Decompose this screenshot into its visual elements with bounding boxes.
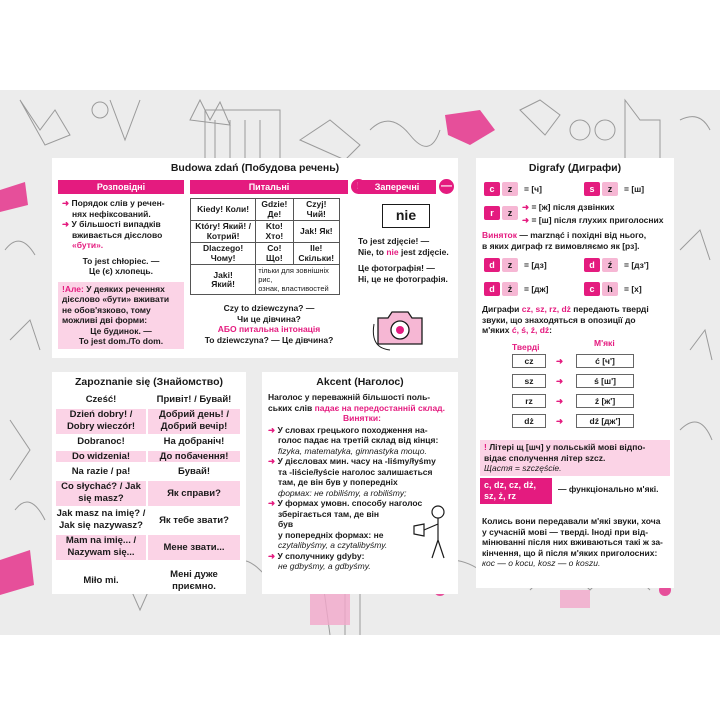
arrow-icon: ➜ (522, 202, 532, 212)
arrow-icon: ➜ (556, 376, 564, 386)
letter-piece: c (484, 182, 500, 196)
panel-title: Akcent (Наголос) (316, 376, 404, 388)
arrow-icon: ➜ (268, 498, 278, 508)
arrow-icon: ➜ (556, 396, 564, 406)
table-row: Dlaczego! Чому! Co! Що! Ile! Скільки! (191, 243, 340, 265)
soft-consonant: dź [дж'] (576, 414, 634, 428)
table-row: Kiedy! Коли! Gdzie! Де! Czyj! Чий! (191, 199, 340, 221)
soft-consonant: ś [ш'] (576, 374, 634, 388)
soft-consonant: ź [ж'] (576, 394, 634, 408)
list-item: Na razie / pa! Бувай! (71, 466, 210, 477)
table-row: Który! Який! / Котрий! Kto! Хто! Jak! Як! (191, 221, 340, 243)
header-rozpovidni: Розповідні (58, 180, 184, 194)
letter-piece: z (502, 182, 518, 196)
panel-digrafy: Digrafy (Диграфи) c z = [ч] s z = [ш] r z ➜ = [ж] після дзвінких ➜ = [ш] після глухих приголосних Виняток — marznąć і похідні від нього, в яких диграф rz вимовляємо як [рз]. d z = [дз] d ź = [дз'] d ż = [дж] c h = [х] Диграфи cz, sz, rz, dż передають тверді звуки, що знаходяться в опозиції до м'яких ć, ś, ź, dź: Тверді М'які cz ➜ ć [ч'] sz ➜ ś [ш'] rz ➜ ź [ж'] dż ➜ dź [дж'] ! Літері щ [шч] у польській мові відпо- відає сполучення літер szcz. Щастя = szczęście. c, dz, cz, dż, sz, ż, rz — функціонально м'які. Колись вони передавали м'які звуки, хоча у сучасній мові — тверді. Іноді при від- мінюванні після них вживаються такі ж за- кінчення, що й після м'яких приголосних: кос — o kocu, kosz — o koszu. (476, 158, 674, 588)
letter-piece: h (602, 282, 618, 296)
letter-piece: d (484, 258, 500, 272)
letter-piece: ż (502, 282, 518, 296)
letter-piece: c (584, 282, 600, 296)
panel-akcent: Akcent (Наголос) Наголос у переважній більшості поль- ських слів падає на передостанній склад. Винятки: ➜ У словах грецького походження на- голос падає на третій склад від кінця: fizyka, matematyka, gimnastyka тощо. ➜ У дієсловах мин. часу на -liśmy/łyśmy та -liście/łyście наголос залишається там, де він був у попередніх формах: не robiliśmy, а robiliśmy; ➜ У формах умовн. способу наголос зберігається там, де він був у попередніх формах: не czytalibyśmy, а czytalibyśmy. ➜ У сполучнику gdyby: не gdbyśmy, а gdbyśmy. (262, 372, 458, 594)
megaphone-person-icon (412, 504, 452, 560)
list-item: Cześć! Привіт! / Бувай! (85, 394, 232, 405)
header-zaperechni: Заперечні — (358, 180, 436, 194)
list-item: Do widzenia! До побачення! (56, 451, 240, 464)
letter-piece: s (584, 182, 600, 196)
note-ale: !Але: У деяких реченнях дієслово «бути» вживати не обов'язково, тому можливі дві форми: Це будинок. — To jest dom./To dom. (58, 282, 184, 349)
list-item: Co słychać? / Jak się masz? Як справи? (56, 481, 240, 506)
soft-consonant: ć [ч'] (576, 354, 634, 368)
soft-digraphs-box: c, dz, cz, dż, sz, ż, rz (480, 478, 552, 504)
panel-title: Budowa zdań (Побудова речень) (170, 162, 340, 174)
hard-consonant: sz (512, 374, 546, 388)
letter-piece: z (502, 206, 518, 220)
arrow-icon: ➜ (556, 356, 564, 366)
panel-zapoznanie-tail (52, 568, 246, 594)
arrow-icon: ➜ (268, 424, 278, 435)
hard-consonant: cz (512, 354, 546, 368)
list-item: Jak masz na imię? / Jak się nazywasz? Як тебе звати? (56, 508, 229, 531)
arrow-icon: ➜ (268, 456, 278, 466)
question-words-table (190, 198, 340, 295)
nie-box: nie (382, 204, 430, 228)
hard-consonant: rz (512, 394, 546, 408)
worksheet (0, 90, 720, 635)
arrow-icon: ➜ (268, 550, 278, 561)
panel-title: Zapoznanie się (Знайомство) (74, 376, 223, 388)
arrow-icon: ➜ (62, 219, 72, 229)
note-shch: ! Літері щ [шч] у польській мові відпо- відає сполучення літер szcz. Щастя = szczęście. (480, 440, 670, 476)
letter-piece: ź (602, 258, 618, 272)
list-item: Mam na imię... / Nazywam się... Мене звати... (56, 535, 240, 560)
column-rozpovidni: Розповідні ➜ Порядок слів у речен- нях нефіксований. ➜ У більшості випадків вживається дієслово «бути». To jest chłopiec. — Це (є) хлопець. !Але: У деяких реченнях дієслово «бути» вживати не обов'язково, тому можливі дві форми: Це будинок. — To jest dom./To dom. (58, 180, 184, 349)
list-item: Dzień dobry! / Dobry wieczór! Добрий день! / Добрий вечір! (56, 409, 240, 434)
arrow-icon: ➜ (522, 215, 532, 225)
arrow-icon: ➜ (556, 416, 564, 426)
header-pytalni: Питальні (190, 180, 348, 194)
letter-piece: z (502, 258, 518, 272)
panel-budowa-zdan (52, 158, 458, 358)
panel-title: Digrafy (Диграфи) (528, 162, 622, 174)
letter-piece: d (484, 282, 500, 296)
list-item: Dobranoc! На добраніч! (77, 436, 225, 447)
letter-piece: d (584, 258, 600, 272)
letter-piece: z (602, 182, 618, 196)
list-item: Miło mi. Мені дуже приємно. (83, 569, 218, 592)
panel-zapoznanie (52, 372, 246, 568)
camera-icon (370, 304, 430, 352)
minus-icon: — (441, 180, 452, 192)
hard-consonant: dż (512, 414, 546, 428)
arrow-icon: ➜ (62, 198, 72, 208)
column-zaperechni: Заперечні — nie To jest zdjęcie! — Nie, to nie jest zdjęcie. Це фотографія! — Ні, це не фотографія. (358, 180, 454, 284)
letter-piece: r (484, 206, 500, 220)
table-row: Jaki! Який! тільки для зовнішніх рис, ознак, властивостей (191, 265, 340, 295)
column-pytalni: Питальні Kiedy! Коли! Gdzie! Де! Czyj! Чий! Który! Який! / Котрий! Kto! Хто! Jak! Як! Dlaczego! Чому! Co! Що! Ile! Скільки! Jaki! Який! тільки для зовнішніх рис, ознак, властивостей Czy to dziewczyna? — Чи це дівчина? АБО питальна інтонація To dziewczyna? — Це дівчина? (190, 180, 348, 345)
